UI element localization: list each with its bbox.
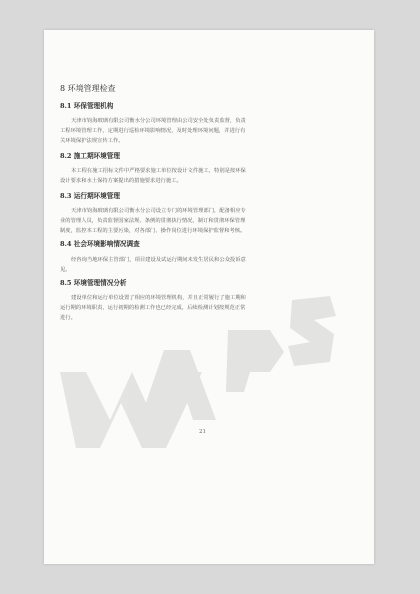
text-line: 本工程在施工招标文件中严格要求施工单位按设计文件施工，特别是按环保 xyxy=(71,168,246,174)
text-line: 建设单位和运行单位设置了相应的环境管理机构，并且正常履行了施工期和 xyxy=(71,295,246,301)
subsection-heading: 8.3 运行期环境管理 xyxy=(60,192,120,200)
paragraph xyxy=(60,255,344,275)
subsection-heading: 8.4 社会环境影响情况调查 xyxy=(60,240,140,248)
text-line: 业的管理人员，负责监督国家法规、条例的贯彻执行情况，制订和贯彻环保管理 xyxy=(60,218,246,224)
paragraph xyxy=(60,166,344,186)
text-line: 制度，监控本工程的主要污染，对各部门、操作岗位进行环境保护监督和考核。 xyxy=(60,228,246,234)
text-line: 运行期的环境职责，运行初期的检测工作也已经完成，后续检测计划按规范正常 xyxy=(60,305,246,311)
text-line: 关环境保护法规宣传工作。 xyxy=(60,138,124,144)
page-number: 21 xyxy=(199,429,206,435)
paragraph xyxy=(60,116,344,146)
text-line: 天津市钧海玻璃有限公司衡水分公司设立专门的环境管理部门，配备相应专 xyxy=(71,208,246,214)
subsection-heading: 8.2 施工期环境管理 xyxy=(60,152,120,160)
text-line: 工程环境管理工作，定期进行巡检环境影响情况，及时处理环境问题，并进行有 xyxy=(60,128,246,134)
section-title: 8 环境管理检查 xyxy=(60,84,116,93)
text-line: 天津市钧海玻璃有限公司衡水分公司环境管理由公司安全处负责监督，负责 xyxy=(71,118,246,124)
subsection-heading: 8.5 环境管理情况分析 xyxy=(60,279,127,287)
text-line: 进行。 xyxy=(60,315,76,321)
paragraph xyxy=(60,206,344,236)
text-line: 经咨询当地环保主管部门，项目建设及试运行期间未发生居民和公众投诉意 xyxy=(71,257,246,263)
text-line: 见。 xyxy=(60,267,71,273)
paragraph xyxy=(60,293,344,323)
subsection-heading: 8.1 环保管理机构 xyxy=(60,102,114,110)
text-line: 设计要求和水土保持方案提出的措施要求进行施工。 xyxy=(60,178,182,184)
